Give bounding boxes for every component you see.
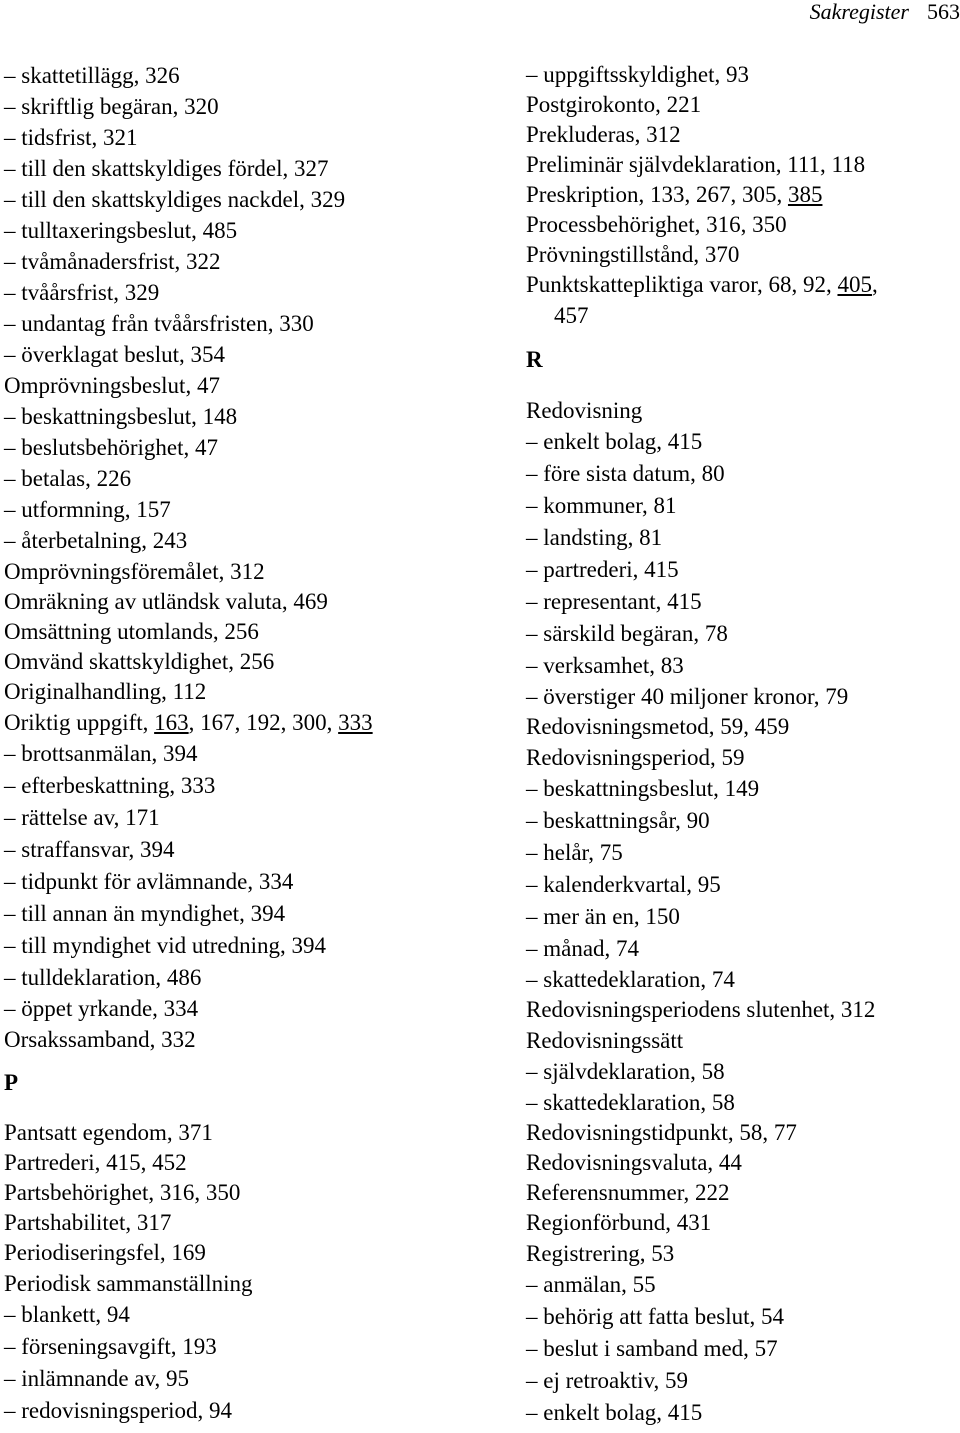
index-entry: Processbehörighet, 316, 350	[526, 212, 787, 237]
index-subentry: – enkelt bolag, 415	[526, 1397, 958, 1429]
index-entry: Prekluderas, 312	[526, 122, 681, 147]
index-subentry: – redovisningsperiod, 94	[4, 1395, 474, 1427]
page-header	[810, 0, 960, 24]
index-subentry: – beslutsbehörighet, 47	[4, 432, 474, 463]
index-entry: Partrederi, 415, 452	[4, 1150, 187, 1175]
index-entry: Redovisning	[526, 398, 643, 423]
index-subentry: – till myndighet vid utredning, 394	[4, 930, 474, 962]
index-entry: Periodiseringsfel, 169	[4, 1240, 206, 1265]
index-subentry: – brottsanmälan, 394	[4, 738, 474, 770]
section-title: Sakregister	[809, 0, 909, 24]
index-entry: Preliminär självdeklaration, 111, 118	[526, 152, 866, 177]
index-column-left	[4, 60, 474, 1427]
index-entry: Redovisningsperiodens slutenhet, 312	[526, 997, 876, 1022]
index-subentry: – tvåårsfrist, 329	[4, 277, 474, 308]
index-subentry: – till den skattskyldiges fördel, 327	[4, 153, 474, 184]
index-entry: Redovisningstidpunkt, 58, 77	[526, 1120, 797, 1145]
index-column-right	[526, 60, 958, 1429]
index-entry: Originalhandling, 112	[4, 679, 207, 704]
index-subentry: – tidsfrist, 321	[4, 122, 474, 153]
index-subentry: – tulldeklaration, 486	[4, 962, 474, 994]
index-subentry: – före sista datum, 80	[526, 458, 958, 490]
index-entry	[526, 270, 958, 300]
index-entry: Regionförbund, 431	[526, 1210, 712, 1235]
index-subentry: – uppgiftsskyldighet, 93	[526, 60, 958, 90]
index-entry: Orsakssamband, 332	[4, 1027, 196, 1052]
index-subentry: – rättelse av, 171	[4, 802, 474, 834]
index-subentry: – öppet yrkande, 334	[4, 994, 474, 1024]
index-entry: Periodisk sammanställning	[4, 1271, 253, 1296]
principal-page-reference: 405	[837, 272, 872, 297]
index-subentry: – efterbeskattning, 333	[4, 770, 474, 802]
index-entry: Registrering, 53	[526, 1241, 675, 1266]
entry-text: Preskription, 133, 267, 305,	[526, 182, 788, 207]
index-entry	[4, 707, 474, 738]
index-subentry: – beslut i samband med, 57	[526, 1333, 958, 1365]
index-subentry: – återbetalning, 243	[4, 525, 474, 556]
principal-page-reference: 333	[338, 710, 373, 735]
index-entry: Redovisningsperiod, 59	[526, 745, 745, 770]
index-subentry: – tvåmånadersfrist, 322	[4, 246, 474, 277]
index-subentry: – särskild begäran, 78	[526, 618, 958, 650]
index-subentry: – enkelt bolag, 415	[526, 426, 958, 458]
index-entry: Partshabilitet, 317	[4, 1210, 172, 1235]
index-subentry: – tidpunkt för avlämnande, 334	[4, 866, 474, 898]
index-subentry: – landsting, 81	[526, 522, 958, 554]
index-entry: Redovisningsvaluta, 44	[526, 1150, 742, 1175]
entry-text: Punktskattepliktiga varor, 68, 92,	[526, 272, 838, 297]
index-subentry: – beskattningsbeslut, 148	[4, 401, 474, 432]
index-subentry: – självdeklaration, 58	[526, 1056, 958, 1088]
index-entry: Omprövningsföremålet, 312	[4, 559, 265, 584]
index-entry: Prövningstillstånd, 370	[526, 242, 740, 267]
index-subentry: – undantag från tvåårsfristen, 330	[4, 308, 474, 339]
index-subentry: – skattetillägg, 326	[4, 60, 474, 91]
index-entry: Redovisningsmetod, 59, 459	[526, 714, 790, 739]
principal-page-reference: 163	[154, 710, 189, 735]
index-subentry: – partrederi, 415	[526, 554, 958, 586]
index-entry: Postgirokonto, 221	[526, 92, 702, 117]
index-entry: Partsbehörighet, 316, 350	[4, 1180, 241, 1205]
index-subentry: – anmälan, 55	[526, 1269, 958, 1301]
index-subentry: – inlämnande av, 95	[4, 1363, 474, 1395]
index-subentry: – månad, 74	[526, 933, 958, 965]
index-subentry: – representant, 415	[526, 586, 958, 618]
index-entry: Omvänd skattskyldighet, 256	[4, 649, 275, 674]
index-letter-heading: R	[526, 347, 543, 372]
index-subentry: – skriftlig begäran, 320	[4, 91, 474, 122]
principal-page-reference: 385	[787, 182, 823, 207]
index-subentry: – tulltaxeringsbeslut, 485	[4, 215, 474, 246]
index-entry: Redovisningssätt	[526, 1028, 684, 1053]
index-entry: Pantsatt egendom, 371	[4, 1120, 213, 1145]
index-subentry: – blankett, 94	[4, 1299, 474, 1331]
index-subentry: – ej retroaktiv, 59	[526, 1365, 958, 1397]
index-subentry: – överstiger 40 miljoner kronor, 79	[526, 682, 958, 712]
index-subentry: – utformning, 157	[4, 494, 474, 525]
index-entry-continuation: 457	[554, 303, 589, 328]
index-subentry: – verksamhet, 83	[526, 650, 958, 682]
index-letter-heading: P	[4, 1070, 19, 1095]
index-entry: Omsättning utomlands, 256	[4, 619, 259, 644]
index-subentry: – till annan än myndighet, 394	[4, 898, 474, 930]
entry-text: , 167, 192, 300,	[188, 710, 339, 735]
index-subentry: – behörig att fatta beslut, 54	[526, 1301, 958, 1333]
index-entry	[526, 180, 958, 210]
index-subentry: – skattedeklaration, 74	[526, 965, 958, 995]
index-subentry: – betalas, 226	[4, 463, 474, 494]
entry-text: Oriktig uppgift,	[4, 710, 155, 735]
index-entry: Omprövningsbeslut, 47	[4, 373, 220, 398]
index-subentry: – till den skattskyldiges nackdel, 329	[4, 184, 474, 215]
index-subentry: – helår, 75	[526, 837, 958, 869]
entry-text: ,	[871, 272, 878, 297]
index-subentry: – skattedeklaration, 58	[526, 1088, 958, 1118]
index-subentry: – straffansvar, 394	[4, 834, 474, 866]
index-subentry: – kommuner, 81	[526, 490, 958, 522]
index-entry: Referensnummer, 222	[526, 1180, 730, 1205]
index-subentry: – överklagat beslut, 354	[4, 339, 474, 370]
index-subentry: – förseningsavgift, 193	[4, 1331, 474, 1363]
index-entry: Omräkning av utländsk valuta, 469	[4, 589, 328, 614]
page-number: 563	[927, 0, 960, 24]
index-subentry: – mer än en, 150	[526, 901, 958, 933]
index-subentry: – beskattningsår, 90	[526, 805, 958, 837]
index-subentry: – kalenderkvartal, 95	[526, 869, 958, 901]
index-subentry: – beskattningsbeslut, 149	[526, 773, 958, 805]
